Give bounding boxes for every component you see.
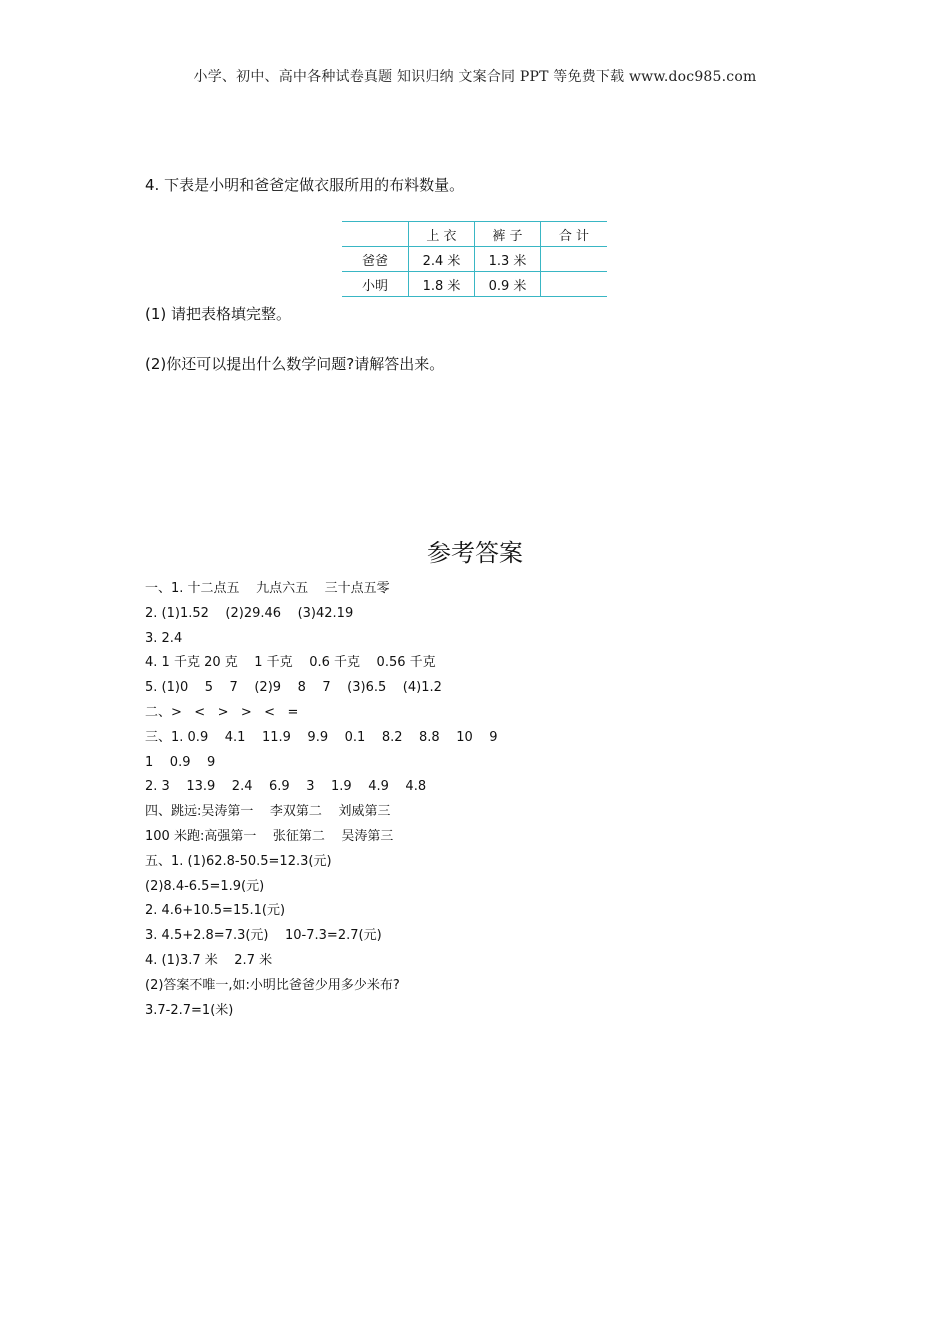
fabric-table-wrapper <box>342 221 607 297</box>
table-header-cell: 裤 子 <box>475 222 541 247</box>
answer-line: (2)答案不唯一,如:小明比爸爸少用多少米布? <box>145 977 400 993</box>
table-cell: 0.9 米 <box>475 272 541 297</box>
table-row <box>342 272 607 297</box>
table-cell: 爸爸 <box>342 247 409 272</box>
answer-line: 5. (1)0 5 7 (2)9 8 7 (3)6.5 (4)1.2 <box>145 680 442 696</box>
answer-line: 2. 3 13.9 2.4 6.9 3 1.9 4.9 4.8 <box>145 779 427 795</box>
table-cell <box>541 272 608 297</box>
table-row <box>342 247 607 272</box>
answer-line: 三、1. 0.9 4.1 11.9 9.9 0.1 8.2 8.8 10 9 <box>145 729 498 745</box>
table-header-cell <box>342 222 409 247</box>
answer-line: 五、1. (1)62.8-50.5=12.3(元) <box>145 853 332 869</box>
table-cell <box>541 247 608 272</box>
sub-question-1: (1) 请把表格填完整。 <box>145 305 292 323</box>
answer-line: 3. 4.5+2.8=7.3(元) 10-7.3=2.7(元) <box>145 928 382 944</box>
answer-line: 二、> < > > < = <box>145 704 299 720</box>
table-cell: 1.8 米 <box>409 272 475 297</box>
page-header: 小学、初中、高中各种试卷真题 知识归纳 文案合同 PPT 等免费下载 www.doc985.com <box>193 69 757 85</box>
question-title: 4. 下表是小明和爸爸定做衣服所用的布料数量。 <box>145 176 465 194</box>
table-cell: 小明 <box>342 272 409 297</box>
answer-title: 参考答案 <box>427 539 523 567</box>
fabric-table <box>342 221 607 297</box>
answer-line: 四、跳远:吴涛第一 李双第二 刘威第三 <box>145 804 391 820</box>
table-header-cell: 上 衣 <box>409 222 475 247</box>
sub-question-2: (2)你还可以提出什么数学问题?请解答出来。 <box>145 355 445 373</box>
table-cell: 2.4 米 <box>409 247 475 272</box>
answer-list <box>145 577 498 1023</box>
answer-line: 4. (1)3.7 米 2.7 米 <box>145 952 273 968</box>
answer-line: 一、1. 十二点五 九点六五 三十点五零 <box>145 581 390 596</box>
table-header-cell: 合 计 <box>541 222 608 247</box>
answer-line: (2)8.4-6.5=1.9(元) <box>145 878 265 894</box>
table-header-row <box>342 222 607 247</box>
answer-line: 2. 4.6+10.5=15.1(元) <box>145 903 286 919</box>
table-cell: 1.3 米 <box>475 247 541 272</box>
answer-line: 4. 1 千克 20 克 1 千克 0.6 千克 0.56 千克 <box>145 655 436 671</box>
answer-line: 1 0.9 9 <box>145 754 216 770</box>
answer-line: 2. (1)1.52 (2)29.46 (3)42.19 <box>145 605 354 621</box>
answer-line: 3. 2.4 <box>145 630 183 646</box>
answer-line: 3.7-2.7=1(米) <box>145 1002 234 1018</box>
answer-line: 100 米跑:高强第一 张征第二 吴涛第三 <box>145 828 394 844</box>
